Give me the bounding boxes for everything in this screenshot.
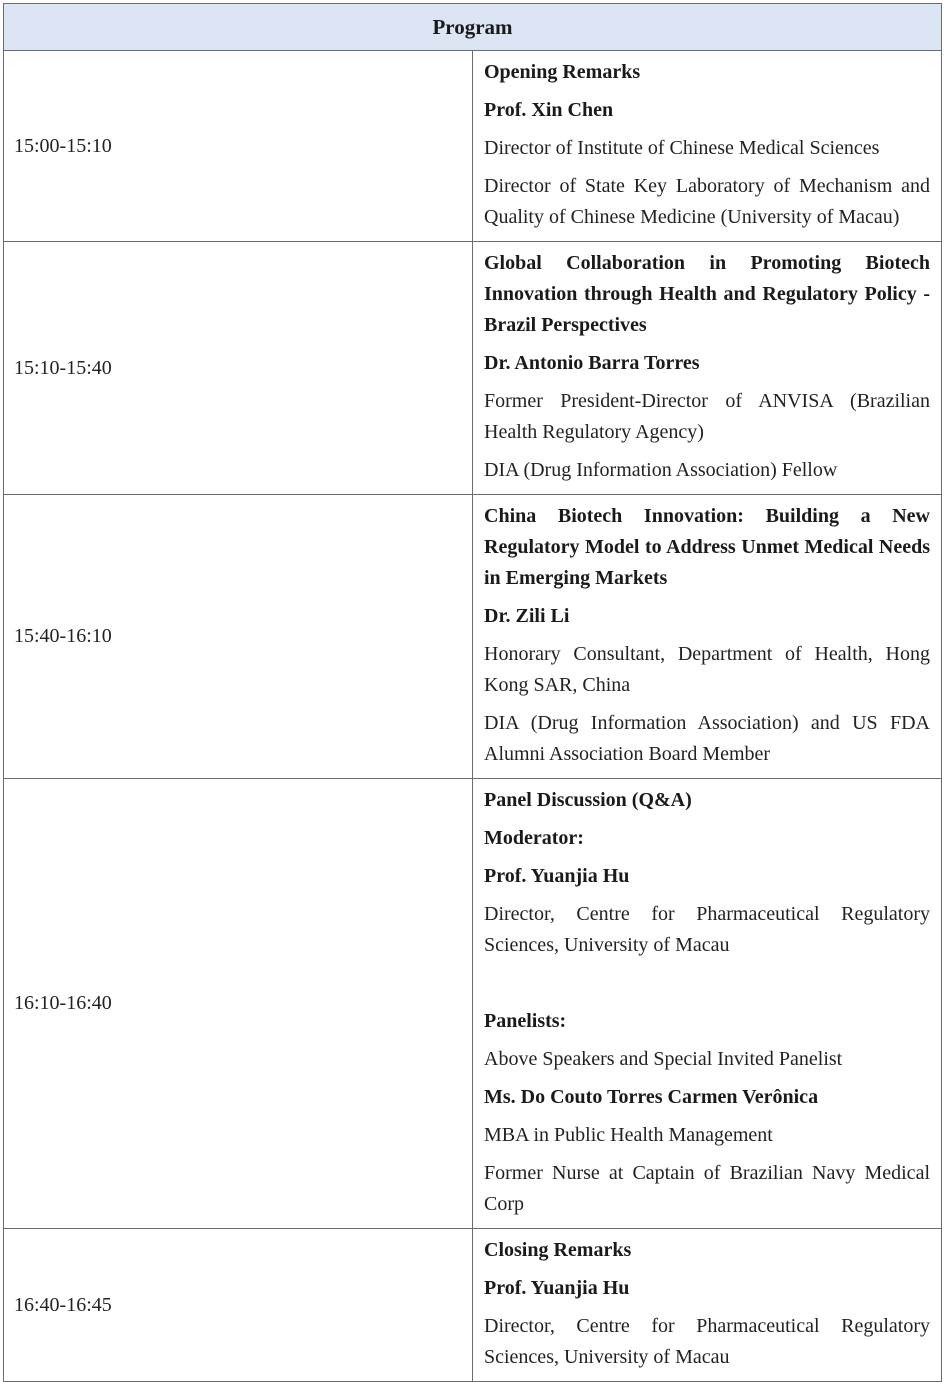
table-row [4, 779, 942, 1229]
speaker-detail: Director, Centre for Pharmaceutical Regulatory Sciences, University of Macau [484, 1315, 930, 1368]
table-row [4, 1229, 942, 1382]
session-content [473, 51, 942, 242]
session-title: Opening Remarks [484, 61, 641, 83]
session-time: 16:40-16:45 [4, 1229, 473, 1382]
session-title: Global Collaboration in Promoting Biotech Innovation through Health and Regulatory Policy - Brazil Perspectives [484, 252, 930, 336]
session-title: Closing Remarks [484, 1239, 632, 1261]
panelists-note: Above Speakers and Special Invited Panelist [484, 1048, 843, 1070]
table-row [4, 51, 942, 242]
session-time: 15:00-15:10 [4, 51, 473, 242]
speaker-detail: Director of State Key Laboratory of Mechanism and Quality of Chinese Medicine (University of Macau) [484, 175, 930, 228]
program-table [3, 3, 942, 1382]
session-content [473, 779, 942, 1229]
table-header: Program [4, 4, 942, 51]
speaker-detail: Director of Institute of Chinese Medical Sciences [484, 137, 880, 159]
session-content [473, 242, 942, 495]
panelists-label: Panelists: [484, 1010, 567, 1032]
speaker-detail: DIA (Drug Information Association) Fellow [484, 459, 838, 481]
session-time: 15:10-15:40 [4, 242, 473, 495]
speaker-name: Dr. Antonio Barra Torres [484, 352, 700, 374]
session-time: 15:40-16:10 [4, 495, 473, 779]
speaker-detail: DIA (Drug Information Association) and US FDA Alumni Association Board Member [484, 712, 930, 765]
panelist-detail: Former Nurse at Captain of Brazilian Navy Medical Corp [484, 1162, 930, 1215]
speaker-detail: Former President-Director of ANVISA (Brazilian Health Regulatory Agency) [484, 390, 930, 443]
panelist-detail: MBA in Public Health Management [484, 1124, 773, 1146]
moderator-role: Director, Centre for Pharmaceutical Regulatory Sciences, University of Macau [484, 903, 930, 956]
spacer [484, 968, 930, 1006]
speaker-detail: Honorary Consultant, Department of Health, Hong Kong SAR, China [484, 643, 930, 696]
moderator-name: Prof. Yuanjia Hu [484, 865, 630, 887]
speaker-name: Dr. Zili Li [484, 605, 570, 627]
session-time: 16:10-16:40 [4, 779, 473, 1229]
session-content [473, 495, 942, 779]
table-header-row [4, 4, 942, 51]
panelist-name: Ms. Do Couto Torres Carmen Verônica [484, 1086, 819, 1108]
speaker-name: Prof. Yuanjia Hu [484, 1277, 630, 1299]
moderator-label: Moderator: [484, 827, 584, 849]
session-title: China Biotech Innovation: Building a New Regulatory Model to Address Unmet Medical Needs in Emerging Markets [484, 505, 930, 589]
speaker-name: Prof. Xin Chen [484, 99, 614, 121]
table-row [4, 242, 942, 495]
session-title: Panel Discussion (Q&A) [484, 789, 692, 811]
session-content [473, 1229, 942, 1382]
table-row [4, 495, 942, 779]
